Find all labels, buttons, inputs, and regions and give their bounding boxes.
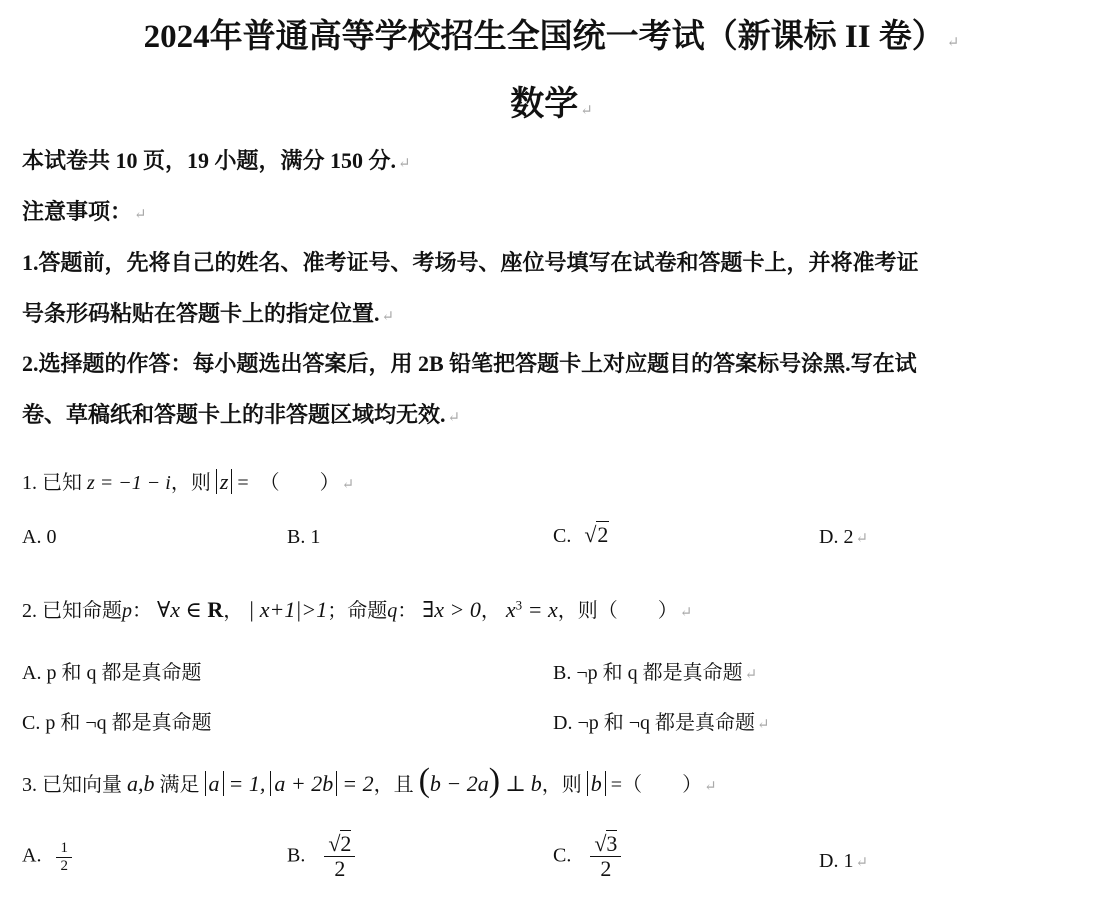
question-2: 2. 已知命题p： ∀x ∈ R， | x+1|>1；命题q： ∃x > 0， $x^3 = x$，则（ ） ↵ [22,597,693,622]
note-1-line-2: 号条形码粘贴在答题卡上的指定位置. ↵ [22,301,395,326]
q1-option-b: B. 1 [287,526,321,548]
question-3: 3. 已知向量 a,b 满足 a = 1, a + 2b = 2，且 (b − 2a) ⊥ b，则 b =（ ） ↵ [22,762,717,799]
q2-option-b: B. ¬p 和 q 都是真命题 ↵ [553,662,758,684]
q1-option-a: A. 0 [22,526,57,548]
q2-option-c: C. p 和 ¬q 都是真命题 [22,712,212,734]
note-2-line-1: 2.选择题的作答：每小题选出答案后，用 2B 铅笔把答题卡上对应题目的答案标号涂黑.写在试 [22,351,917,376]
q3-option-a: A. $\frac{1}{2}$ [22,840,72,874]
q2-option-d: D. ¬p 和 ¬q 都是真命题 ↵ [553,712,770,734]
q1-option-d: D. 2 ↵ [819,526,869,548]
question-1: 1. 已知 z = −1 − i，则 z = （ ） ↵ [22,469,355,494]
q3-option-b: B. $\frac{√2}{2}$ [287,832,355,881]
note-1-line-1: 1.答题前，先将自己的姓名、准考证号、考场号、座位号填写在试卷和答题卡上，并将准考证 [22,250,919,275]
q3-option-d: D. 1 ↵ [819,850,869,872]
subject-title: 数学 ↵ [510,86,593,123]
q3-option-c: C. $\frac{√3}{2}$ [553,832,621,881]
q2-option-a: A. p 和 q 都是真命题 [22,662,202,684]
exam-summary: 本试卷共 10 页，19 小题，满分 150 分. ↵ [22,148,411,173]
q1-option-c: C. √2 [553,522,609,547]
exam-title: 2024年普通高等学校招生全国统一考试（新课标 II 卷） ↵ [143,19,960,55]
notes-heading: 注意事项： ↵ [22,199,147,224]
note-2-line-2: 卷、草稿纸和答题卡上的非答题区域均无效. ↵ [22,402,461,427]
